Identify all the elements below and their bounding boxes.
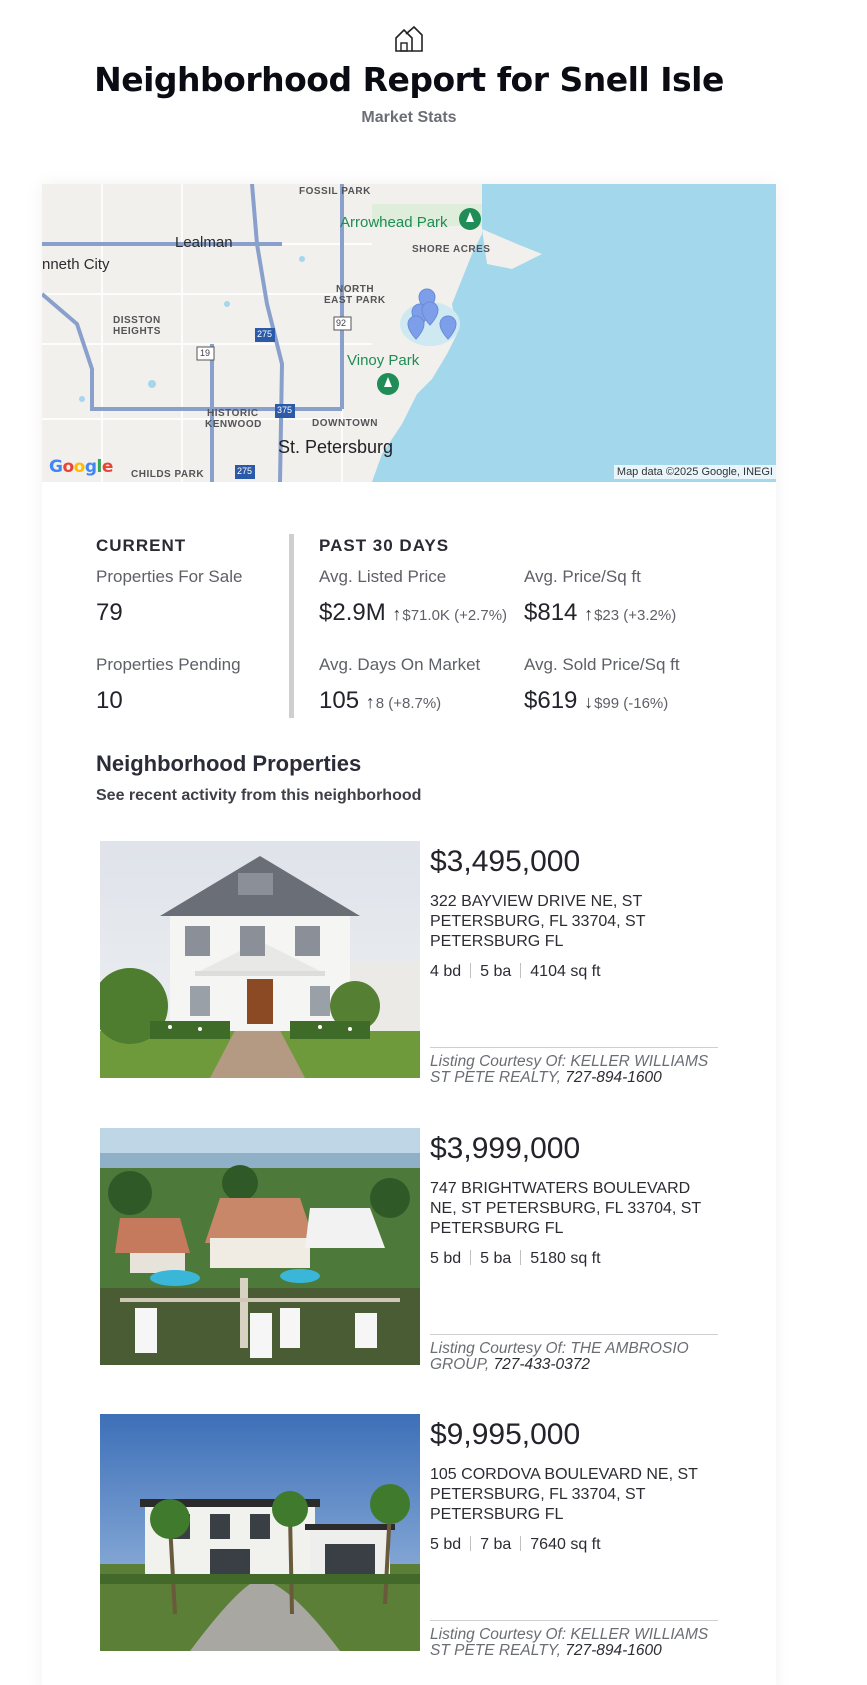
facts-divider: [520, 963, 521, 978]
stat-label: Avg. Price/Sq ft: [524, 567, 641, 586]
stat-label: Avg. Listed Price: [319, 567, 447, 586]
stats-divider: [289, 534, 294, 718]
arrow-down-icon: ↓: [584, 692, 594, 712]
stat-for-sale: [96, 567, 242, 627]
stat-change: $23 (+3.2%): [594, 607, 677, 624]
neighborhood-properties-title: Neighborhood Properties: [96, 751, 362, 776]
listing-phone[interactable]: 727-894-1600: [565, 1069, 662, 1086]
map-label-north-east-park-2: EAST PARK: [324, 295, 386, 306]
listing-courtesy: [430, 1620, 718, 1659]
map-label-downtown: DOWNTOWN: [312, 418, 379, 429]
map-label-fossil-park: FOSSIL PARK: [299, 186, 371, 197]
listing-phone[interactable]: 727-433-0372: [493, 1356, 590, 1373]
past-30-days-label: PAST 30 DAYS: [319, 536, 450, 555]
map-shield-375: 375: [277, 405, 293, 415]
stat-sold-price-sqft: [524, 655, 680, 715]
house-outline-icon: [394, 25, 424, 53]
map-label-shore-acres: SHORE ACRES: [412, 244, 491, 255]
facts-divider: [470, 963, 471, 978]
property-baths: 5 ba: [480, 963, 512, 980]
map-shield-19: 19: [200, 348, 211, 358]
stat-label: Properties Pending: [96, 655, 241, 674]
stat-change: 8 (+8.7%): [375, 695, 442, 712]
stat-price-sqft: [524, 567, 676, 627]
property-photo[interactable]: [100, 1414, 420, 1651]
stat-change: $71.0K (+2.7%): [402, 607, 508, 624]
property-sqft: 4104 sq ft: [530, 963, 601, 980]
property-address[interactable]: 105 CORDOVA BOULEVARD NE, ST PETERSBURG, FL 33704, ST PETERSBURG FL: [430, 1466, 698, 1523]
map-label-st-petersburg: St. Petersburg: [278, 437, 394, 457]
listing-courtesy-text: Listing Courtesy Of: THE AMBROSIO GROUP,: [430, 1340, 689, 1373]
map-label-childs-park: CHILDS PARK: [131, 469, 205, 480]
report-card: [42, 184, 776, 1685]
map-shield-92: 92: [336, 318, 347, 328]
arrow-up-icon: ↑: [584, 604, 594, 624]
stat-value: $814: [524, 599, 578, 626]
arrow-up-icon: ↑: [365, 692, 375, 712]
stat-value: 10: [96, 687, 123, 714]
property-beds: 5 bd: [430, 1250, 462, 1267]
property-sqft: 5180 sq ft: [530, 1250, 601, 1267]
property-price[interactable]: $3,495,000: [430, 845, 581, 878]
neighborhood-map[interactable]: [42, 184, 776, 482]
stat-label: Avg. Days On Market: [319, 655, 481, 674]
map-label-disston-1: DISSTON: [113, 315, 161, 326]
property-address[interactable]: 322 BAYVIEW DRIVE NE, ST PETERSBURG, FL 33704, ST PETERSBURG FL: [430, 893, 646, 950]
property-photo[interactable]: [100, 841, 420, 1078]
listing-courtesy: [430, 1334, 718, 1373]
stat-pending: [96, 655, 241, 715]
map-shield-275a: 275: [257, 329, 273, 339]
property-card[interactable]: [100, 1414, 720, 1664]
arrow-up-icon: ↑: [392, 604, 402, 624]
stat-value: $2.9M: [319, 599, 386, 626]
stat-value: 105: [319, 687, 360, 714]
neighborhood-properties-subtitle: See recent activity from this neighborhood: [96, 787, 422, 804]
stat-days-on-market: [319, 655, 480, 715]
property-facts: [430, 1536, 601, 1554]
property-beds: 4 bd: [430, 963, 462, 980]
stat-label: Properties For Sale: [96, 567, 243, 586]
listing-courtesy: [430, 1047, 718, 1086]
property-card[interactable]: [100, 1128, 720, 1378]
map-label-lealman: Lealman: [175, 234, 233, 251]
stat-change: $99 (-16%): [594, 695, 669, 712]
property-address[interactable]: 747 BRIGHTWATERS BOULEVARD NE, ST PETERSBURG, FL 33704, ST PETERSBURG FL: [430, 1180, 701, 1237]
stat-value: 79: [96, 599, 123, 626]
property-facts: [430, 963, 601, 981]
page-title: Neighborhood Report for Snell Isle: [94, 60, 724, 99]
listing-courtesy-text: Listing Courtesy Of: KELLER WILLIAMS ST PETE REALTY,: [430, 1626, 709, 1659]
map-label-historic-2: KENWOOD: [205, 419, 262, 430]
property-price[interactable]: $9,995,000: [430, 1418, 581, 1451]
current-label: CURRENT: [96, 536, 187, 555]
google-logo[interactable]: Google: [49, 457, 113, 477]
map-label-north-east-park-1: NORTH: [336, 284, 375, 295]
property-facts: [430, 1250, 601, 1268]
listing-phone[interactable]: 727-894-1600: [565, 1642, 662, 1659]
map-attribution[interactable]: Map data ©2025 Google, INEGI: [614, 465, 776, 479]
facts-divider: [470, 1536, 471, 1551]
map-label-disston-2: HEIGHTS: [113, 326, 161, 337]
map-shield-275b: 275: [237, 466, 253, 476]
property-photo[interactable]: [100, 1128, 420, 1365]
facts-divider: [470, 1250, 471, 1265]
market-stats: [96, 534, 726, 724]
listing-courtesy-text: Listing Courtesy Of: KELLER WILLIAMS ST PETE REALTY,: [430, 1053, 709, 1086]
stat-listed-price: [319, 567, 507, 627]
property-baths: 7 ba: [480, 1536, 512, 1553]
property-card[interactable]: [100, 841, 720, 1091]
facts-divider: [520, 1250, 521, 1265]
property-baths: 5 ba: [480, 1250, 512, 1267]
map-label-kenneth-city: nneth City: [42, 256, 110, 273]
page-subtitle: Market Stats: [361, 109, 457, 126]
facts-divider: [520, 1536, 521, 1551]
map-label-arrowhead-park: Arrowhead Park: [340, 214, 448, 231]
property-beds: 5 bd: [430, 1536, 462, 1553]
property-price[interactable]: $3,999,000: [430, 1132, 581, 1165]
property-sqft: 7640 sq ft: [530, 1536, 601, 1553]
map-label-vinoy-park: Vinoy Park: [347, 352, 420, 369]
stat-value: $619: [524, 687, 578, 714]
stat-label: Avg. Sold Price/Sq ft: [524, 655, 680, 674]
map-label-historic-1: HISTORIC: [207, 408, 259, 419]
